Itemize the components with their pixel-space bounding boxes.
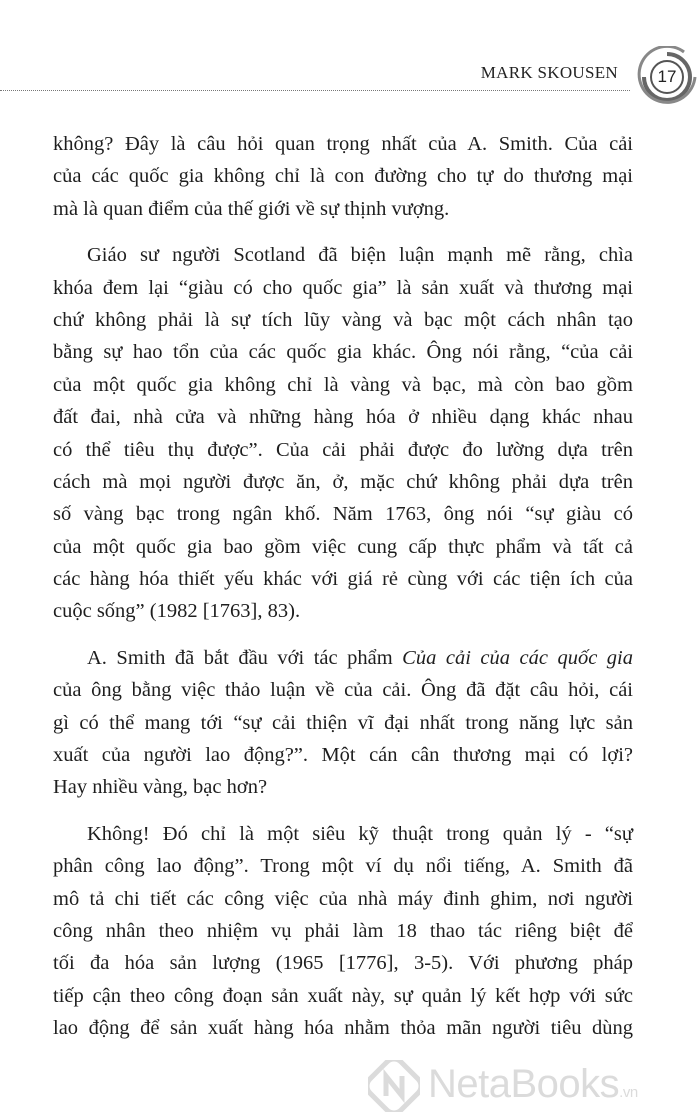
watermark-suffix: .vn (619, 1084, 638, 1101)
paragraph-4 (53, 818, 633, 1045)
text-line: của các quốc gia không chỉ là con đường cho tự do thương mại (53, 165, 633, 188)
text-line: của một quốc gia bao gồm việc cung cấp thực phẩm và tất cả (53, 535, 633, 558)
text-line: mô tả chi tiết các công việc của nhà máy đinh ghim, nơi người (53, 887, 633, 910)
running-header-author: MARK SKOUSEN (480, 63, 618, 82)
page-number: 17 (657, 67, 677, 86)
text-line-prefix: A. Smith đã bắt đầu với tác phẩm (87, 646, 403, 669)
paragraph-1 (53, 128, 633, 225)
text-line: lao động để sản xuất hàng hóa nhằm thỏa mãn người tiêu dùng (53, 1017, 633, 1040)
text-line: cuộc sống” (1982 [1763], 83). (53, 600, 301, 623)
text-line: Không! Đó chỉ là một siêu kỹ thuật trong quản lý - “sự (87, 822, 633, 845)
text-line: số vàng bạc trong ngân khố. Năm 1763, ông nói “sự giàu có (53, 503, 633, 526)
text-line: xuất của người lao động?”. Một cán cân thương mại có lợi? (53, 744, 633, 767)
text-line (53, 642, 633, 674)
text-line: có thể tiêu thụ được”. Của cải phải được đo lường dựa trên (53, 438, 633, 461)
text-line: tối đa hóa sản lượng (1965 [1776], 3-5). Với phương pháp (53, 952, 633, 975)
text-line: phân công lao động”. Trong một ví dụ nổi tiếng, A. Smith đã (53, 855, 633, 878)
watermark-brand: NetaBooks (428, 1062, 620, 1106)
header-divider (0, 90, 630, 91)
netabooks-logo-icon (368, 1060, 420, 1112)
text-line: không? Đây là câu hỏi quan trọng nhất của A. Smith. Của cải (53, 133, 633, 155)
body-text (53, 128, 633, 1059)
text-line: gì có thể mang tới “sự cải thiện vĩ đại nhất trong năng lực sản (53, 711, 633, 734)
text-line: của một quốc gia không chỉ là vàng và bạc, mà còn bao gồm (53, 373, 633, 396)
text-line: các hàng hóa thiết yếu khác với giá rẻ cùng với các tiện ích của (53, 568, 633, 591)
text-line: Giáo sư người Scotland đã biện luận mạnh mẽ rằng, chìa (87, 244, 633, 267)
text-line: Hay nhiều vàng, bạc hơn? (53, 776, 268, 799)
text-line: đất đai, nhà cửa và những hàng hóa ở nhiều dạng khác nhau (53, 406, 633, 429)
text-line: mà là quan điểm của thế giới về sự thịnh vượng. (53, 197, 450, 220)
paragraph-2 (53, 239, 633, 628)
text-line: tiếp cận theo công đoạn sản xuất này, sự quản lý kết hợp với sức (53, 984, 633, 1007)
netabooks-watermark (368, 1056, 698, 1116)
text-line: khóa đem lại “giàu có cho quốc gia” là sản xuất và thương mại (53, 276, 633, 299)
text-line: chứ không phải là sự tích lũy vàng và bạc một cách nhân tạo (53, 308, 633, 331)
text-line: bằng sự hao tổn của các quốc gia khác. Ông nói rằng, “của cải (53, 341, 633, 364)
text-line: công nhân theo nhiệm vụ phải làm 18 thao tác riêng biệt để (53, 919, 633, 942)
text-line: cách mà mọi người được ăn, ở, mặc chứ không phải dựa trên (53, 470, 633, 493)
text-line: của ông bằng việc thảo luận về của cải. Ông đã đặt câu hỏi, cái (53, 679, 633, 702)
paragraph-3 (53, 642, 633, 804)
book-title-italic: Của cải của các quốc gia (402, 646, 633, 669)
